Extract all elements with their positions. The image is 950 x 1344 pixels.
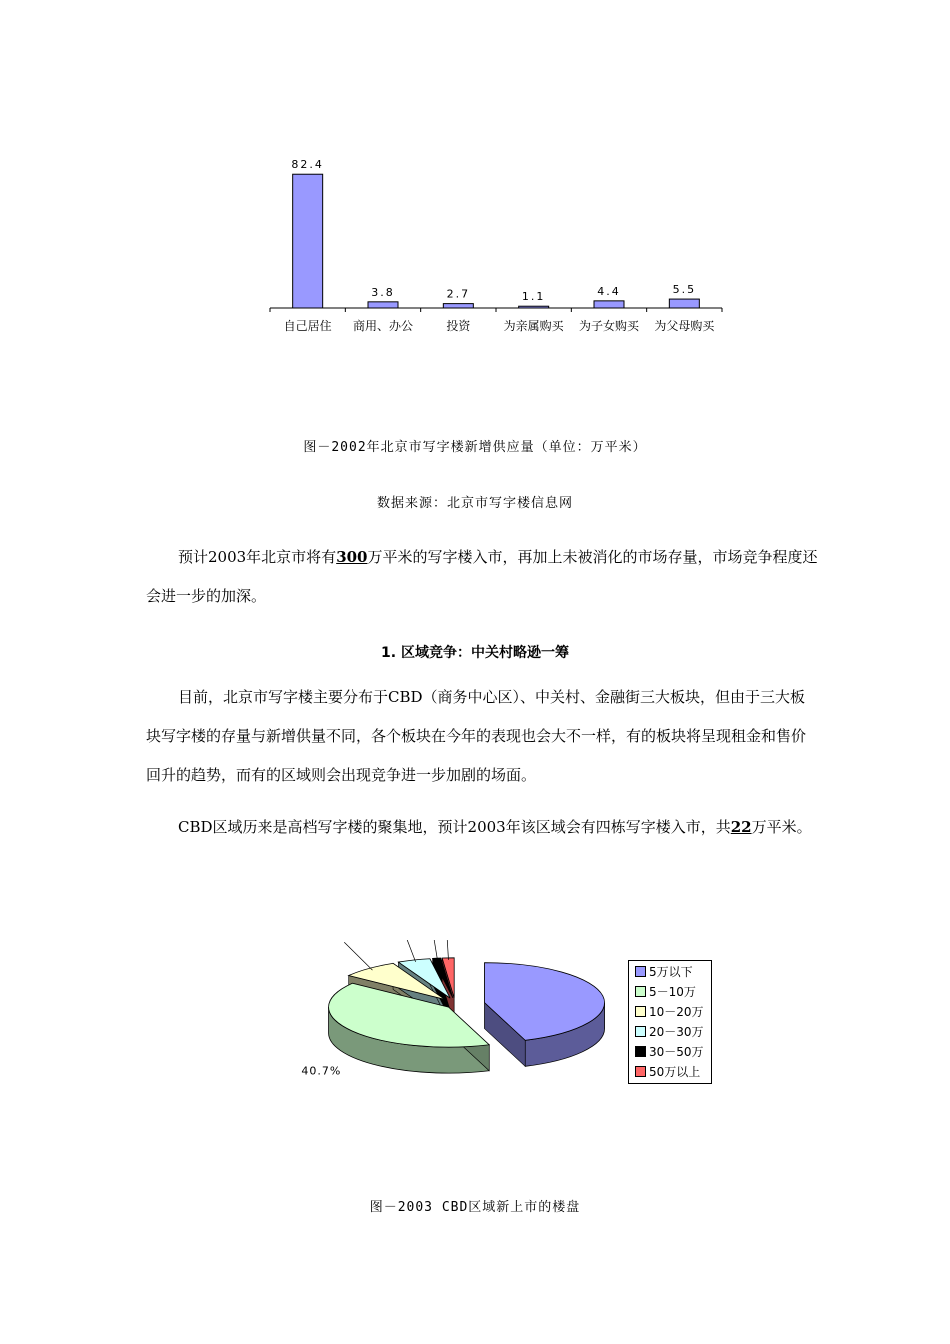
legend-swatch: [635, 966, 646, 977]
legend-item: [635, 1003, 704, 1021]
legend-label: 30－50万: [649, 1045, 704, 1059]
legend-swatch: [635, 1006, 646, 1017]
pie-value-label: 40.7%: [301, 1064, 342, 1078]
figure-caption-2: 图－2003 CBD区域新上市的楼盘: [369, 1200, 581, 1215]
bar-value-label: 5.5: [672, 283, 697, 297]
legend-swatch: [635, 1046, 646, 1057]
figure-caption-1: 图－2002年北京市写字楼新增供应量（单位：万平米）: [303, 440, 647, 455]
pie-leader-line: [344, 942, 372, 970]
bar-category-label: 为亲属购买: [503, 319, 564, 333]
bar-category-label: 投资: [446, 319, 471, 333]
legend-label: 50万以上: [649, 1065, 701, 1079]
pie-leader-line: [432, 940, 438, 960]
bar: [293, 174, 323, 308]
paragraph-cbd: CBD区域历来是高档写字楼的聚集地，预计2003年该区域会有四栋写字楼入市，共22万平米。: [178, 818, 812, 836]
legend-item: [635, 963, 693, 981]
pie-leader-line: [446, 940, 448, 960]
legend-item: [635, 1023, 704, 1041]
bar: [443, 304, 473, 308]
legend-label: 20－30万: [649, 1025, 704, 1039]
pie-legend: [628, 960, 712, 1084]
bar-category-label: 自己居住: [283, 319, 332, 333]
pie-value-label: [328, 940, 360, 941]
legend-swatch: [635, 1066, 646, 1077]
paragraph-regions: 目前，北京市写字楼主要分布于CBD（商务中心区）、中关村、金融街三大板块，但由于三大板块写字楼的存量与新增供量不同，各个板块在今年的表现也会大不一样，有的板块将呈现租金和售价回升的趋势，而有的区域则会出现竞争进一步加剧的场面。: [146, 688, 807, 784]
bar: [519, 306, 549, 308]
bar-chart: [260, 140, 730, 350]
bar-value-label: 1.1: [521, 290, 546, 304]
legend-label: 5－10万: [649, 985, 696, 999]
legend-item: [635, 983, 696, 1001]
legend-item: [635, 1063, 700, 1081]
source-caption: 数据来源：北京市写字楼信息网: [376, 496, 573, 511]
legend-label: 5万以下: [649, 965, 693, 979]
section-heading: 1. 区域竞争：中关村略逊一筹: [381, 645, 569, 661]
bar: [368, 302, 398, 308]
bar-category-label: 为父母购买: [654, 319, 715, 333]
bar-value-label: 2.7: [446, 287, 471, 301]
legend-swatch: [635, 986, 646, 997]
paragraph-forecast: 预计2003年北京市将有300万平米的写字楼入市，再加上未被消化的市场存量，市场竞争程度还会进一步的加深。: [146, 548, 818, 605]
cbd-number: 22: [730, 818, 752, 836]
bar-value-label: 3.8: [371, 285, 395, 299]
bar-value-label: 82.4: [291, 158, 324, 172]
bar: [669, 299, 699, 308]
forecast-number: 300: [336, 548, 368, 566]
bar-value-label: 4.4: [597, 284, 621, 298]
pie-chart: [300, 940, 620, 1090]
legend-swatch: [635, 1026, 646, 1037]
pie-leader-line: [402, 940, 415, 962]
legend-item: [635, 1043, 704, 1061]
bar-category-label: 商用、办公: [352, 319, 414, 333]
legend-label: 10－20万: [649, 1005, 704, 1019]
bar: [594, 301, 624, 308]
bar-category-label: 为子女购买: [578, 319, 640, 333]
